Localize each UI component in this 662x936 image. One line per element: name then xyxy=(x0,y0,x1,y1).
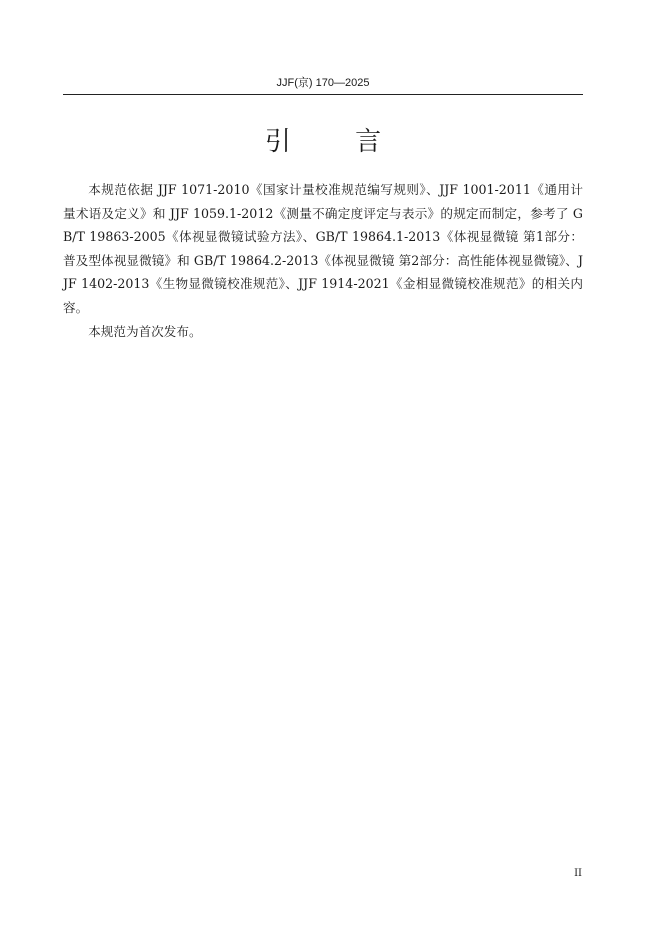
body-text xyxy=(63,178,583,343)
header-rule xyxy=(63,94,583,95)
paragraph-basis: 本规范依据 JJF 1071-2010《国家计量校准规范编写规则》、JJF 1001-2011《通用计量术语及定义》和 JJF 1059.1-2012《测量不确定度评定与表示》的规定而制定，参考了 GB/T 19863-2005《体视显微镜试验方法》、GB/T 19864.1-2013《体视显微镜 第1部分：普及型体视显微镜》和 GB/T 19864.2-2013《体视显微镜 第2部分：高性能体视显微镜》、JJF 1402-2013《生物显微镜校准规范》、JJF 1914-2021《金相显微镜校准规范》的相关内容。 xyxy=(63,182,583,315)
section-title: 引 言 xyxy=(264,127,410,157)
paragraph-first-release: 本规范为首次发布。 xyxy=(88,323,202,339)
page-number: II xyxy=(574,868,582,879)
running-header: JJF(京) 170—2025 xyxy=(276,77,370,89)
